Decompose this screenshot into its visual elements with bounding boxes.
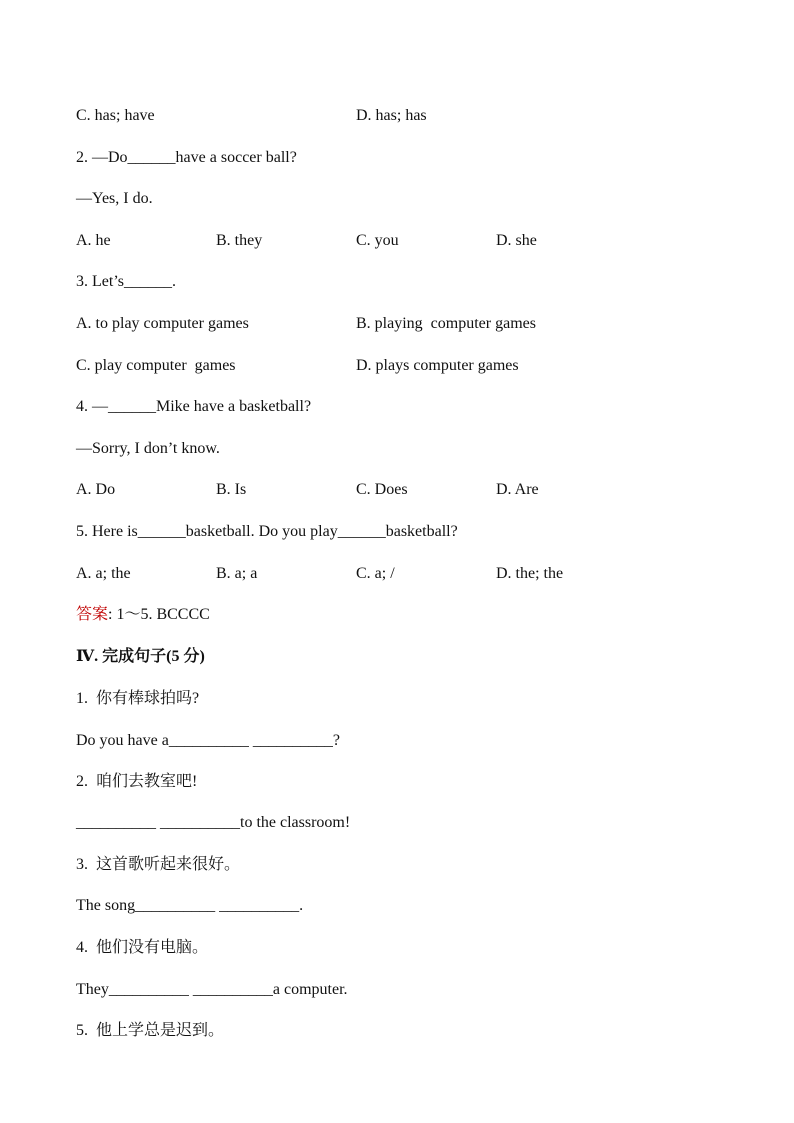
q5-option-a: A. a; the	[76, 565, 131, 582]
q3-option-d: D. plays computer games	[356, 357, 519, 374]
q4-question: 4. —______Mike have a basketball?	[76, 398, 312, 415]
sentence-1-english: Do you have a__________ __________?	[76, 732, 340, 749]
sentence-4-english: They__________ __________a computer.	[76, 981, 348, 998]
q1-option-d: D. has; has	[356, 107, 427, 124]
q5-option-d: D. the; the	[496, 565, 564, 582]
answer-label: 答案	[76, 606, 109, 623]
q5-question: 5. Here is______basketball. Do you play______basketball?	[76, 523, 458, 540]
sentence-4-chinese: 4. 他们没有电脑。	[76, 939, 209, 956]
q2-option-a: A. he	[76, 232, 111, 249]
q4-option-d: D. Are	[496, 481, 539, 498]
q1-option-c: C. has; have	[76, 107, 155, 124]
sentence-2-english: __________ __________to the classroom!	[76, 814, 351, 831]
q4-reply: —Sorry, I don’t know.	[76, 440, 220, 457]
q3-option-c: C. play computer games	[76, 357, 236, 374]
answer-line	[76, 605, 210, 625]
sentence-3-english: The song__________ __________.	[76, 897, 304, 914]
q2-option-d: D. she	[496, 232, 537, 249]
q3-option-b: B. playing computer games	[356, 315, 536, 332]
sentence-2-chinese: 2. 咱们去教室吧!	[76, 773, 198, 790]
q4-option-b: B. Is	[216, 481, 247, 498]
sentence-3-chinese: 3. 这首歌听起来很好。	[76, 856, 241, 873]
q2-option-b: B. they	[216, 232, 263, 249]
q5-option-c: C. a; /	[356, 565, 395, 582]
q2-option-c: C. you	[356, 232, 399, 249]
sentence-5-chinese: 5. 他上学总是迟到。	[76, 1022, 225, 1039]
sentence-1-chinese: 1. 你有棒球拍吗?	[76, 690, 200, 707]
q2-reply: —Yes, I do.	[76, 190, 153, 207]
q5-option-b: B. a; a	[216, 565, 258, 582]
section-title: Ⅳ. 完成句子(5 分)	[76, 648, 205, 665]
q4-option-c: C. Does	[356, 481, 408, 498]
q4-option-a: A. Do	[76, 481, 116, 498]
answer-text: : 1～5. BCCCC	[108, 606, 210, 623]
q2-question: 2. —Do______have a soccer ball?	[76, 149, 297, 166]
q3-question: 3. Let’s______.	[76, 273, 176, 290]
q3-option-a: A. to play computer games	[76, 315, 249, 332]
